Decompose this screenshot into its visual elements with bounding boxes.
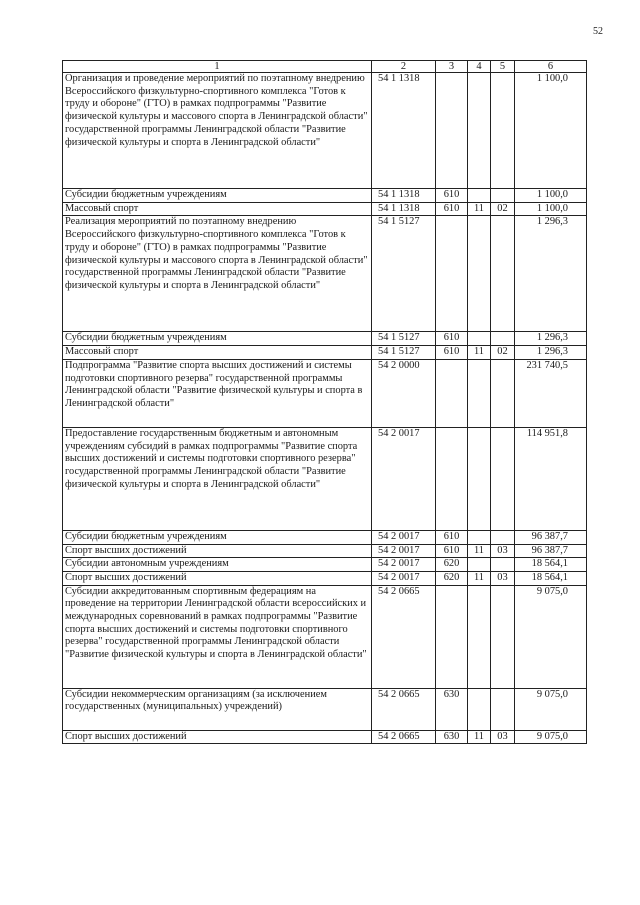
table-row [63,359,587,427]
target-code: 54 1 5127 [372,332,436,346]
table-row [63,530,587,544]
column-header-4: 4 [468,61,491,73]
row-description: Субсидии бюджетным учреждениям [63,189,372,203]
expense-type: 610 [436,189,468,203]
amount: 18 564,1 [515,571,587,585]
row-description: Субсидии некоммерческим организациям (за исключением государственных (муниципальных) учреждений) [63,688,372,730]
amount: 1 296,3 [515,216,587,332]
table-row [63,332,587,346]
row-description: Спорт высших достижений [63,730,372,744]
subsection: 03 [491,571,515,585]
target-code: 54 1 5127 [372,216,436,332]
target-code: 54 2 0017 [372,530,436,544]
section: 11 [468,202,491,216]
table-header-row [63,61,587,73]
target-code: 54 2 0017 [372,427,436,530]
table-row [63,202,587,216]
table-row [63,585,587,688]
page-number: 52 [593,26,603,37]
subsection [491,530,515,544]
expense-type: 610 [436,530,468,544]
target-code: 54 1 1318 [372,73,436,189]
table-row [63,730,587,744]
section [468,189,491,203]
amount: 96 387,7 [515,544,587,558]
row-description: Реализация мероприятий по поэтапному внедрению Всероссийского физкультурно-спортивного комплекса "Готов к труду и обороне" (ГТО) в рамках подпрограммы "Развитие физической культуры и массового спорта в Ленинградской области" государственной программы Ленинградской области "Развитие физической культуры и спорта в Ленинградской области" [63,216,372,332]
target-code: 54 2 0665 [372,688,436,730]
budget-table [62,60,587,744]
amount: 231 740,5 [515,359,587,427]
row-description: Предоставление государственным бюджетным и автономным учреждениям субсидий в рамках подпрограммы "Развитие спорта высших достижений и системы подготовки спортивного резерва" государственной программы Ленинградской области "Развитие физической культуры и спорта в Ленинградской области" [63,427,372,530]
amount: 1 296,3 [515,346,587,360]
table-row [63,346,587,360]
row-description: Субсидии бюджетным учреждениям [63,530,372,544]
table-row [63,558,587,572]
section [468,688,491,730]
row-description: Подпрограмма "Развитие спорта высших достижений и системы подготовки спортивного резерва" государственной программы Ленинградской области "Развитие физической культуры и спорта в Ленинградской области" [63,359,372,427]
subsection: 02 [491,346,515,360]
row-description: Спорт высших достижений [63,544,372,558]
section: 11 [468,730,491,744]
table-row [63,73,587,189]
subsection [491,73,515,189]
amount: 1 100,0 [515,202,587,216]
section: 11 [468,544,491,558]
expense-type [436,427,468,530]
subsection: 03 [491,730,515,744]
amount: 114 951,8 [515,427,587,530]
amount: 96 387,7 [515,530,587,544]
target-code: 54 2 0000 [372,359,436,427]
expense-type: 620 [436,558,468,572]
subsection: 03 [491,544,515,558]
target-code: 54 2 0665 [372,585,436,688]
subsection: 02 [491,202,515,216]
row-description: Субсидии бюджетным учреждениям [63,332,372,346]
section: 11 [468,571,491,585]
table-row [63,688,587,730]
section [468,530,491,544]
expense-type [436,216,468,332]
target-code: 54 2 0665 [372,730,436,744]
amount: 1 296,3 [515,332,587,346]
row-description: Субсидии аккредитованным спортивным федерациям на проведение на территории Ленинградской области всероссийских и международных соревнований в рамках подпрограммы "Развитие спорта высших достижений и системы подготовки спортивного резерва" государственной программы Ленинградской области "Развитие физической культуры и спорта в Ленинградской области" [63,585,372,688]
expense-type [436,73,468,189]
row-description: Организация и проведение мероприятий по поэтапному внедрению Всероссийского физкультурно-спортивного комплекса "Готов к труду и обороне" (ГТО) в рамках подпрограммы "Развитие физической культуры и массового спорта в Ленинградской области" государственной программы Ленинградской области "Развитие физической культуры и спорта в Ленинградской области" [63,73,372,189]
section [468,585,491,688]
target-code: 54 2 0017 [372,558,436,572]
section [468,558,491,572]
expense-type: 610 [436,544,468,558]
amount: 1 100,0 [515,189,587,203]
section: 11 [468,346,491,360]
column-header-2: 2 [372,61,436,73]
expense-type: 630 [436,730,468,744]
subsection [491,359,515,427]
target-code: 54 2 0017 [372,571,436,585]
amount: 1 100,0 [515,73,587,189]
expense-type: 610 [436,332,468,346]
section [468,427,491,530]
row-description: Субсидии автономным учреждениям [63,558,372,572]
row-description: Массовый спорт [63,202,372,216]
column-header-6: 6 [515,61,587,73]
column-header-3: 3 [436,61,468,73]
row-description: Спорт высших достижений [63,571,372,585]
column-header-5: 5 [491,61,515,73]
section [468,73,491,189]
target-code: 54 1 1318 [372,189,436,203]
expense-type: 610 [436,346,468,360]
expense-type: 630 [436,688,468,730]
table-row [63,189,587,203]
subsection [491,332,515,346]
amount: 9 075,0 [515,585,587,688]
target-code: 54 1 5127 [372,346,436,360]
column-header-1: 1 [63,61,372,73]
section [468,359,491,427]
target-code: 54 2 0017 [372,544,436,558]
section [468,332,491,346]
amount: 9 075,0 [515,688,587,730]
subsection [491,216,515,332]
subsection [491,688,515,730]
subsection [491,558,515,572]
expense-type: 620 [436,571,468,585]
target-code: 54 1 1318 [372,202,436,216]
subsection [491,427,515,530]
amount: 9 075,0 [515,730,587,744]
table-row [63,216,587,332]
table-row [63,571,587,585]
expense-type [436,359,468,427]
table-row [63,544,587,558]
subsection [491,585,515,688]
section [468,216,491,332]
row-description: Массовый спорт [63,346,372,360]
expense-type [436,585,468,688]
expense-type: 610 [436,202,468,216]
subsection [491,189,515,203]
amount: 18 564,1 [515,558,587,572]
table-row [63,427,587,530]
